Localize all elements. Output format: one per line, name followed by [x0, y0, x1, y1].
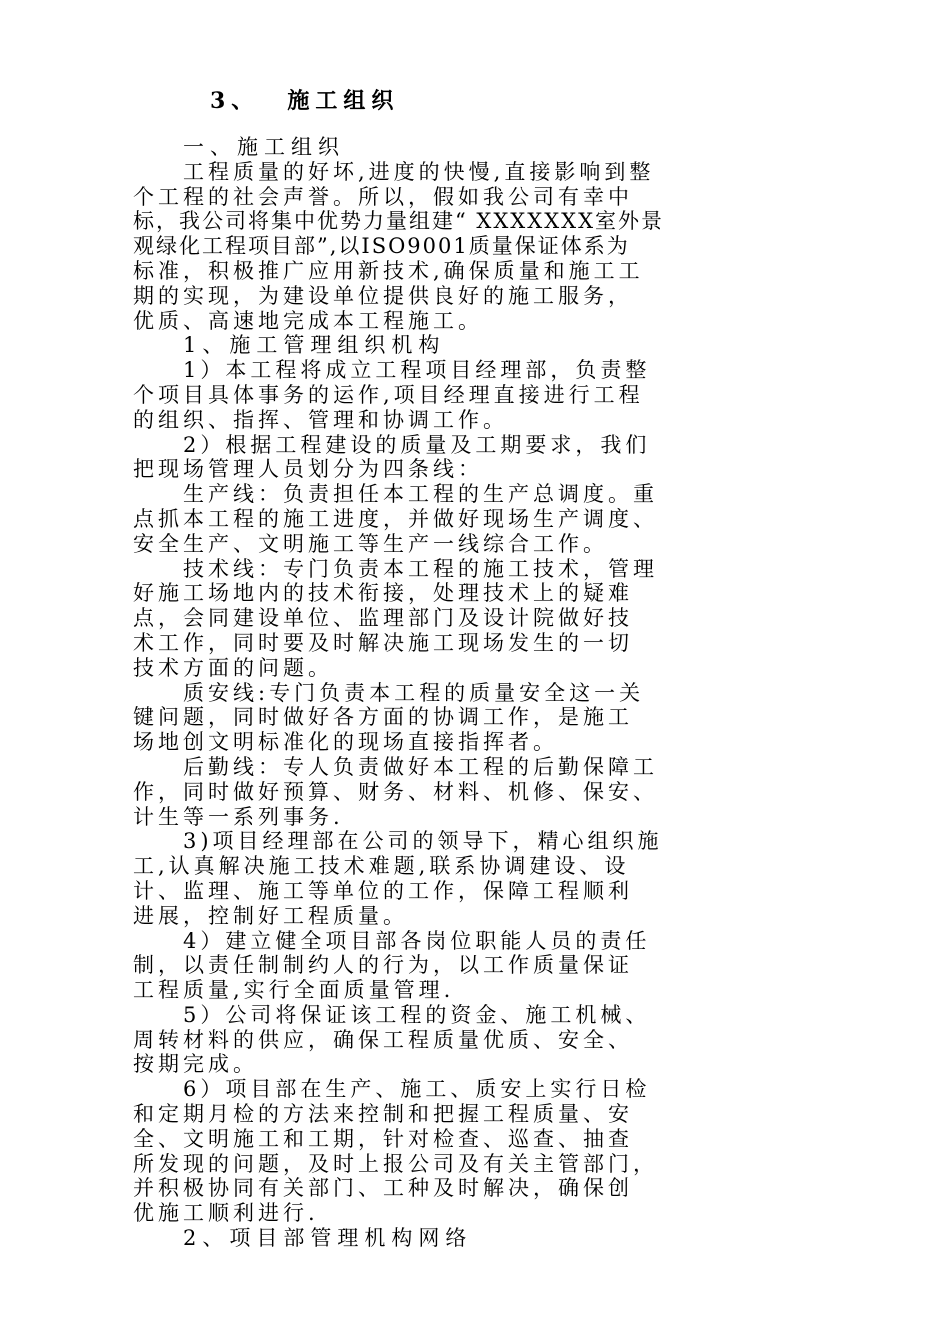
section-title-text: 施工组织 [287, 88, 400, 114]
text-line: 技术方面的问题。 [133, 655, 333, 680]
text-line: 进展，控制好工程质量。 [133, 903, 408, 928]
section-title [210, 84, 399, 115]
text-line: 观绿化工程项目部”,以ISO9001质量保证体系为 [133, 234, 630, 259]
text-line: 安全生产、文明施工等生产一线综合工作。 [133, 531, 608, 556]
text-line: 5）公司将保证该工程的资金、施工机械、 [183, 1002, 651, 1027]
subheading: 2、项目部管理机构网络 [183, 1226, 473, 1251]
text-line: 生产线：负责担任本工程的生产总调度。重 [183, 482, 658, 507]
text-line: 按期完成。 [133, 1052, 258, 1077]
text-line: 技术线：专门负责本工程的施工技术，管理 [183, 556, 658, 581]
text-line: 优质、高速地完成本工程施工。 [133, 308, 483, 333]
section-number: 3、 [210, 88, 260, 114]
text-line: 点，会同建设单位、监理部门及设计院做好技 [133, 606, 633, 631]
text-line: 2）根据工程建设的质量及工期要求，我们 [183, 432, 651, 457]
text-line: 4）建立健全项目部各岗位职能人员的责任 [183, 928, 651, 953]
body-text [133, 135, 823, 1251]
text-line: 场地创文明标准化的现场直接指挥者。 [133, 730, 558, 755]
text-line: 个工程的社会声誉。所以，假如我公司有幸中 [133, 184, 633, 209]
text-line: 并积极协同有关部门、工种及时解决，确保创 [133, 1176, 633, 1201]
text-line: 术工作，同时要及时解决施工现场发生的一切 [133, 630, 633, 655]
text-line: 计生等一系列事务. [133, 804, 344, 829]
text-line: 标准，积极推广应用新技术,确保质量和施工工 [133, 258, 644, 283]
text-line: 3)项目经理部在公司的领导下，精心组织施 [183, 829, 663, 854]
text-line: 制，以责任制制约人的行为，以工作质量保证 [133, 953, 633, 978]
text-line: 周转材料的供应，确保工程质量优质、安全、 [133, 1027, 633, 1052]
text-line: 全、文明施工和工期，针对检查、巡查、抽查 [133, 1126, 633, 1151]
text-line: 所发现的问题，及时上报公司及有关主管部门， [133, 1151, 658, 1176]
text-line: 和定期月检的方法来控制和把握工程质量、安 [133, 1102, 633, 1127]
text-line: 标，我公司将集中优势力量组建“ XXXXXXX室外景 [133, 209, 665, 234]
text-line: 1）本工程将成立工程项目经理部，负责整 [183, 358, 651, 383]
text-line: 好施工场地内的技术衔接，处理技术上的疑难 [133, 581, 633, 606]
text-line: 个项目具体事务的运作,项目经理直接进行工程 [133, 382, 644, 407]
text-line: 键问题，同时做好各方面的协调工作，是施工 [133, 705, 633, 730]
text-line: 质安线:专门负责本工程的质量安全这一关 [183, 680, 645, 705]
text-line: 工程质量,实行全面质量管理. [133, 978, 455, 1003]
text-line: 优施工顺利进行. [133, 1201, 319, 1226]
text-line: 作，同时做好预算、财务、材料、机修、保安、 [133, 779, 658, 804]
subheading: 一、施工组织 [183, 135, 345, 159]
text-line: 的组织、指挥、管理和协调工作。 [133, 407, 508, 432]
text-line: 工程质量的好坏,进度的快慢,直接影响到整 [183, 159, 655, 184]
text-line: 期的实现，为建设单位提供良好的施工服务， [133, 283, 633, 308]
text-line: 工,认真解决施工技术难题,联系协调建设、设 [133, 854, 630, 879]
text-line: 6）项目部在生产、施工、质安上实行日检 [183, 1077, 651, 1102]
text-line: 把现场管理人员划分为四条线： [133, 457, 483, 482]
text-line: 计、监理、施工等单位的工作，保障工程顺利 [133, 878, 633, 903]
text-line: 点抓本工程的施工进度，并做好现场生产调度、 [133, 506, 658, 531]
text-line: 后勤线：专人负责做好本工程的后勤保障工 [183, 754, 658, 779]
subheading: 1、施工管理组织机构 [183, 333, 446, 358]
